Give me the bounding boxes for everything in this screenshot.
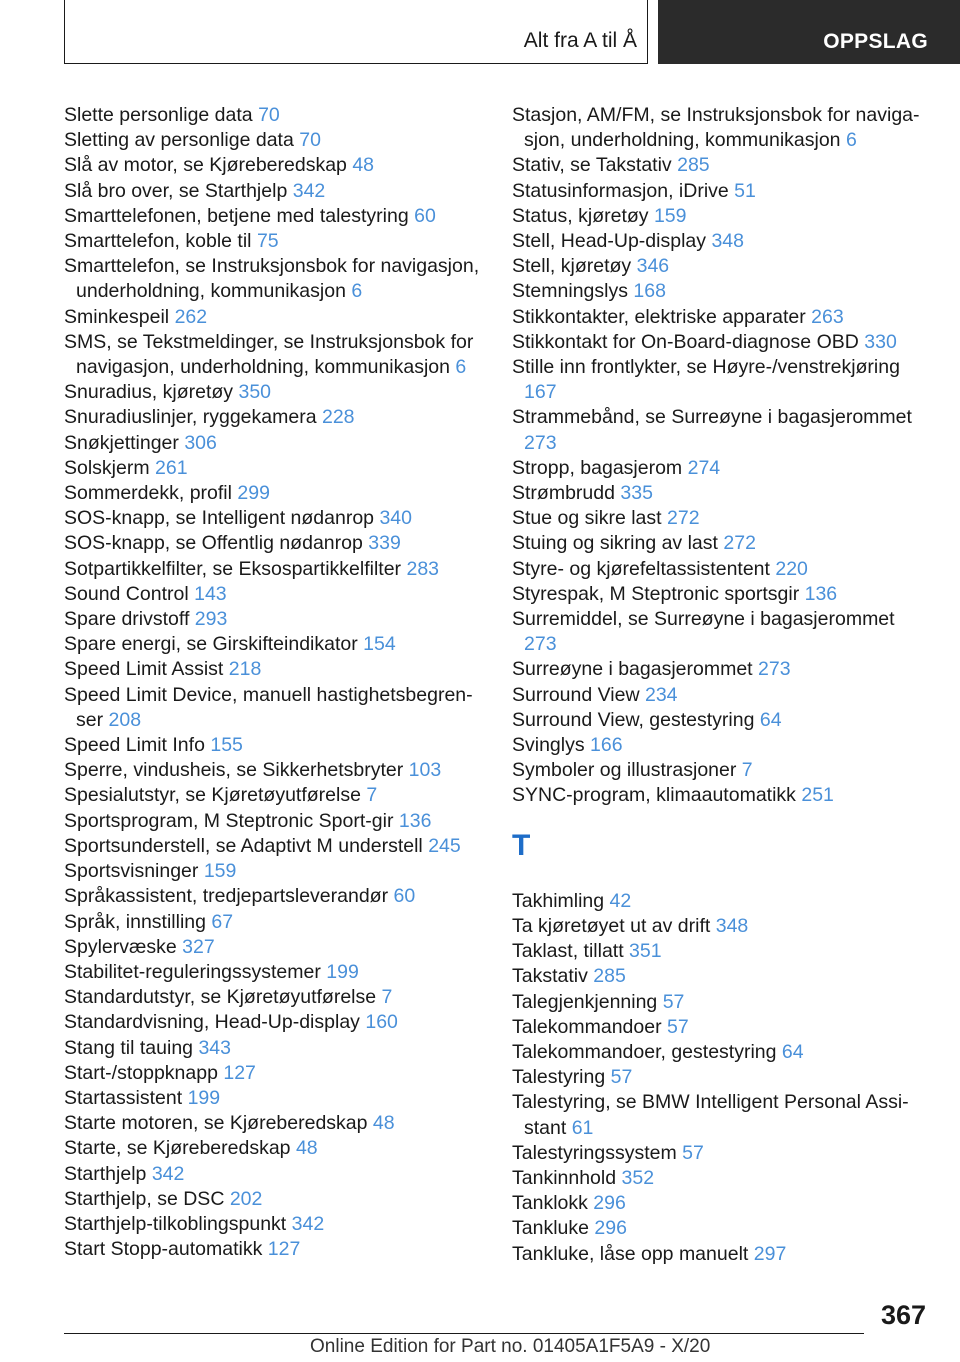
- index-term: Språkassistent, tredjepartsleverandør: [64, 885, 389, 908]
- index-entry: [64, 1010, 484, 1035]
- index-entry: [512, 531, 932, 556]
- page-reference-link[interactable]: 57: [610, 1066, 633, 1089]
- index-term: Status, kjøretøy: [512, 204, 649, 227]
- index-term: Sotpartikkelfilter, se Eksospartikkelfilter: [64, 557, 402, 580]
- chapter-title: OPPSLAG: [823, 30, 928, 53]
- page-reference-link[interactable]: 272: [667, 507, 700, 530]
- page-reference-link[interactable]: 342: [151, 1162, 185, 1185]
- index-entry: [512, 1242, 932, 1267]
- index-term: Sportsunderstell, se Adaptivt M understell: [64, 834, 423, 857]
- index-entry: [512, 456, 932, 481]
- index-term: Talestyring, se BMW Intelligent Personal Assistant: [512, 1091, 909, 1139]
- index-entry: [64, 1111, 484, 1136]
- page-reference-link[interactable]: 202: [229, 1187, 263, 1210]
- index-term: Start-/stoppknapp: [64, 1061, 218, 1084]
- page-reference-link[interactable]: 293: [194, 608, 228, 631]
- index-entry: [64, 1237, 484, 1262]
- index-entry: [512, 783, 932, 808]
- index-group-t: [512, 889, 932, 1267]
- index-entry: [64, 985, 484, 1010]
- page-reference-link[interactable]: 342: [292, 179, 326, 202]
- index-term: Stikkontakt for On-Board-diagnose OBD: [512, 330, 859, 353]
- index-term: Starthjelp-tilkoblingspunkt: [64, 1212, 287, 1235]
- page-reference-link[interactable]: 199: [187, 1086, 221, 1109]
- index-entry: [512, 229, 932, 254]
- index-letter-heading: T: [512, 828, 531, 862]
- index-entry: [512, 405, 932, 455]
- index-term: Speed Limit Device, manuell hastighetsbegrenser: [64, 683, 473, 731]
- page-reference-link[interactable]: 166: [590, 734, 623, 757]
- index-term: Talestyring: [512, 1066, 606, 1089]
- index-entry: [64, 733, 484, 758]
- page-reference-link[interactable]: 199: [326, 960, 359, 983]
- page-reference-link[interactable]: 351: [629, 940, 662, 963]
- footer-edition: Online Edition for Part no. 01405A1F5A9 - X/20: [310, 1336, 711, 1357]
- header-section-box: [64, 0, 648, 64]
- page-reference-link[interactable]: 218: [228, 658, 262, 681]
- section-title: Alt fra A til Å: [523, 29, 637, 52]
- page-reference-link[interactable]: 272: [723, 532, 756, 555]
- index-term: Surround View, gestestyring: [512, 708, 755, 731]
- page-reference-link[interactable]: 70: [258, 104, 280, 126]
- page-reference-link[interactable]: 352: [621, 1166, 655, 1189]
- page-reference-link[interactable]: 7: [366, 784, 378, 807]
- page-reference-link[interactable]: 262: [174, 305, 208, 328]
- index-term: Stemningslys: [512, 280, 628, 303]
- page-reference-link[interactable]: 154: [363, 633, 396, 656]
- page-reference-link[interactable]: 285: [677, 154, 710, 177]
- index-term: Starte, se Kjøreberedskap: [64, 1137, 291, 1160]
- page-reference-link[interactable]: 327: [182, 935, 215, 958]
- page-reference-link[interactable]: 339: [368, 532, 401, 555]
- page-reference-link[interactable]: 263: [811, 305, 844, 328]
- page-reference-link[interactable]: 136: [398, 809, 432, 832]
- index-term: Spare drivstoff: [64, 608, 190, 631]
- index-entry: [512, 279, 932, 304]
- page-reference-link[interactable]: 297: [753, 1242, 787, 1265]
- page-reference-link[interactable]: 342: [291, 1212, 325, 1235]
- index-entry: [64, 380, 484, 405]
- index-term: Tankinnhold: [512, 1166, 617, 1189]
- page-reference-link[interactable]: 6: [455, 356, 467, 379]
- index-entry: [512, 733, 932, 758]
- index-entry: [64, 531, 484, 556]
- index-entry: [64, 834, 484, 859]
- index-term: Stuing og sikring av last: [512, 532, 718, 555]
- index-term: Statusinformasjon, iDrive: [512, 179, 729, 202]
- page-reference-link[interactable]: 274: [687, 456, 721, 479]
- index-entry: [64, 103, 484, 128]
- page-reference-link[interactable]: 343: [198, 1036, 231, 1059]
- index-term: Smarttelefon, se Instruksjonsbok for navigasjon, underholdning, kommunikasjon: [64, 255, 480, 303]
- page-reference-link[interactable]: 299: [237, 482, 270, 505]
- index-term: Spare energi, se Girskifteindikator: [64, 633, 358, 656]
- page-reference-link[interactable]: 160: [365, 1011, 398, 1034]
- index-entry: [512, 506, 932, 531]
- page-reference-link[interactable]: 51: [734, 179, 756, 202]
- page-reference-link[interactable]: 340: [379, 507, 412, 530]
- index-entry: [512, 758, 932, 783]
- page-reference-link[interactable]: 335: [620, 482, 653, 505]
- index-term: Stell, kjøretøy: [512, 255, 632, 278]
- page-reference-link[interactable]: 60: [414, 204, 436, 227]
- index-term: Smarttelefon, koble til: [64, 230, 252, 253]
- index-entry: [64, 204, 484, 229]
- page-reference-link[interactable]: 350: [238, 381, 272, 404]
- header-chapter-tab: [658, 0, 960, 64]
- page-number: 367: [880, 1300, 926, 1330]
- index-entry: [512, 204, 932, 229]
- index-entry: [64, 657, 484, 682]
- index-term: Standardutstyr, se Kjøretøyutførelse: [64, 986, 377, 1009]
- page-reference-link[interactable]: 234: [644, 683, 678, 706]
- index-term: Smarttelefonen, betjene med talestyring: [64, 204, 409, 227]
- page-reference-link[interactable]: 60: [393, 885, 416, 908]
- index-entry: [512, 657, 932, 682]
- page-reference-link[interactable]: 48: [295, 1137, 318, 1160]
- index-term: SMS, se Tekstmeldinger, se Instruksjonsbok for navigasjon, underholdning, kommunikasjon: [64, 330, 474, 379]
- page-reference-link[interactable]: 296: [594, 1217, 627, 1240]
- index-entry: [64, 859, 484, 884]
- index-term: Snøkjettinger: [64, 431, 179, 454]
- page-reference-link[interactable]: 48: [372, 1112, 395, 1135]
- index-entry: [64, 557, 484, 582]
- page-reference-link[interactable]: 348: [711, 230, 744, 253]
- page-reference-link[interactable]: 61: [571, 1116, 594, 1139]
- index-term: Stille inn frontlykter, se Høyre-/venstrekjøring: [512, 356, 900, 379]
- page-reference-link[interactable]: 208: [108, 708, 142, 731]
- index-entry: [512, 889, 932, 914]
- index-term: Stabilitet-reguleringssystemer: [64, 960, 321, 983]
- page-reference-link[interactable]: 57: [682, 1141, 704, 1164]
- index-entry: [512, 1191, 932, 1216]
- index-term: Spesialutstyr, se Kjøretøyutførelse: [64, 784, 361, 807]
- page-reference-link[interactable]: 57: [667, 1015, 689, 1038]
- index-term: Talekommandoer, gestestyring: [512, 1040, 777, 1063]
- index-term: Strammebånd, se Surreøyne i bagasjerommet: [512, 406, 912, 429]
- index-entry: [64, 456, 484, 481]
- page-reference-link[interactable]: 245: [428, 834, 461, 857]
- index-entry: [512, 481, 932, 506]
- index-entry: [64, 229, 484, 254]
- index-entry: [512, 914, 932, 939]
- index-entry: [512, 1065, 932, 1090]
- index-term: Starte motoren, se Kjøreberedskap: [64, 1112, 368, 1135]
- index-term: Slå av motor, se Kjøreberedskap: [64, 154, 347, 177]
- index-group-s: [512, 103, 932, 809]
- index-entry: [512, 990, 932, 1015]
- index-term: Styrespak, M Steptronic sportsgir: [512, 582, 800, 605]
- page-reference-link[interactable]: 7: [741, 759, 753, 782]
- footer-divider: [64, 1333, 864, 1334]
- index-entry: [512, 1090, 932, 1140]
- index-entry: [64, 632, 484, 657]
- page-reference-link[interactable]: 57: [662, 990, 685, 1013]
- index-entry: [512, 582, 932, 607]
- index-entry: [512, 1040, 932, 1065]
- index-entry: [64, 809, 484, 834]
- index-entry: [64, 884, 484, 909]
- index-term: Stue og sikre last: [512, 507, 662, 530]
- index-term: SOS-knapp, se Intelligent nødanrop: [64, 507, 375, 530]
- index-entry: [512, 683, 932, 708]
- index-term: Talestyringssystem: [512, 1141, 677, 1164]
- index-entry: [64, 179, 484, 204]
- index-term: Speed Limit Assist: [64, 658, 224, 681]
- index-entry: [512, 305, 932, 330]
- index-term: Sound Control: [64, 582, 189, 605]
- page-reference-link[interactable]: 306: [184, 431, 217, 454]
- index-term: Stikkontakter, elektriske apparater: [512, 305, 806, 328]
- index-entry: [64, 910, 484, 935]
- page-reference-link[interactable]: 159: [203, 860, 237, 883]
- page-reference-link[interactable]: 64: [759, 708, 782, 731]
- index-term: Takhimling: [512, 889, 605, 912]
- index-term: Stropp, bagasjerom: [512, 456, 683, 479]
- index-term: SYNC-program, klimaautomatikk: [512, 784, 796, 807]
- page-reference-link[interactable]: 273: [758, 658, 791, 681]
- index-term: Stell, Head-Up-display: [512, 230, 707, 253]
- page-reference-link[interactable]: 283: [406, 557, 440, 580]
- index-term: Sportsvisninger: [64, 860, 199, 883]
- index-term: Starthjelp: [64, 1162, 147, 1185]
- page-reference-link[interactable]: 67: [211, 910, 234, 933]
- index-term: Standardvisning, Head-Up-display: [64, 1011, 360, 1034]
- page-reference-link[interactable]: 159: [653, 204, 687, 227]
- page-reference-link[interactable]: 228: [321, 406, 355, 429]
- index-entry: [64, 1187, 484, 1212]
- index-term: Stativ, se Takstativ: [512, 154, 672, 177]
- page-reference-link[interactable]: 348: [715, 914, 749, 937]
- index-term: Tankluke: [512, 1217, 589, 1240]
- index-term: SOS-knapp, se Offentlig nødanrop: [64, 532, 363, 555]
- page-reference-link[interactable]: 296: [593, 1192, 626, 1215]
- page-reference-link[interactable]: 127: [267, 1238, 301, 1261]
- index-entry: [64, 405, 484, 430]
- index-term: Surround View: [512, 683, 640, 706]
- page-reference-link[interactable]: 6: [845, 129, 857, 152]
- page-reference-link[interactable]: 251: [801, 784, 834, 807]
- index-term: Symboler og illustrasjoner: [512, 759, 737, 782]
- index-entry: [64, 305, 484, 330]
- index-entry: [64, 506, 484, 531]
- index-entry: [64, 1061, 484, 1086]
- page-reference-link[interactable]: 103: [408, 759, 442, 782]
- index-term: Sportsprogram, M Steptronic Sport-gir: [64, 809, 394, 832]
- page-reference-link[interactable]: 261: [155, 456, 188, 479]
- index-entry: [64, 607, 484, 632]
- index-entry: [64, 431, 484, 456]
- index-term: Ta kjøretøyet ut av drift: [512, 914, 711, 937]
- page-reference-link[interactable]: 155: [210, 734, 243, 757]
- index-term: Spylervæske: [64, 935, 177, 958]
- index-term: Sminkespeil: [64, 305, 170, 328]
- index-term: Slette personlige data: [64, 104, 253, 126]
- index-entry: [512, 1216, 932, 1241]
- index-term: Slå bro over, se Starthjelp: [64, 179, 288, 202]
- index-entry: [512, 939, 932, 964]
- index-entry: [512, 1015, 932, 1040]
- index-entry: [64, 683, 484, 733]
- index-entry: [64, 935, 484, 960]
- index-term: Snuradiuslinjer, ryggekamera: [64, 406, 317, 429]
- index-term: Starthjelp, se DSC: [64, 1187, 225, 1210]
- page-reference-link[interactable]: 346: [636, 255, 670, 278]
- page-reference-link[interactable]: 42: [609, 889, 632, 912]
- page-reference-link[interactable]: 70: [299, 129, 321, 152]
- index-term: Talegjenkjenning: [512, 990, 658, 1013]
- index-entry: [512, 708, 932, 733]
- index-term: Tanklokk: [512, 1192, 588, 1215]
- index-entry: [64, 330, 484, 380]
- index-entry: [64, 783, 484, 808]
- page-reference-link[interactable]: 285: [593, 965, 626, 988]
- index-term: Taklast, tillatt: [512, 940, 624, 963]
- index-entry: [64, 153, 484, 178]
- index-entry: [64, 960, 484, 985]
- index-entry: [512, 254, 932, 279]
- page-reference-link[interactable]: 75: [256, 230, 279, 253]
- index-term: Strømbrudd: [512, 482, 615, 505]
- index-term: Start Stopp-automatikk: [64, 1238, 263, 1261]
- index-term: Surremiddel, se Surreøyne i bagasjerommet: [512, 608, 895, 631]
- index-entry: [64, 1086, 484, 1111]
- index-term: Stasjon, AM/FM, se Instruksjonsbok for navigasjon, underholdning, kommunikasjon: [512, 104, 920, 152]
- index-entry: [64, 254, 484, 304]
- index-term: Språk, innstilling: [64, 910, 206, 933]
- page-reference-link[interactable]: 273: [524, 633, 557, 656]
- index-entry: [64, 758, 484, 783]
- index-term: Surreøyne i bagasjerommet: [512, 658, 753, 681]
- index-entry: [64, 1036, 484, 1061]
- page-reference-link[interactable]: 127: [223, 1061, 256, 1084]
- index-column-right: [512, 103, 932, 1267]
- index-term: Speed Limit Info: [64, 734, 205, 757]
- index-term: Svinglys: [512, 734, 585, 757]
- index-term: Styre- og kjørefeltassistentent: [512, 557, 770, 580]
- index-entry: [64, 582, 484, 607]
- index-term: Sperre, vindusheis, se Sikkerhetsbryter: [64, 759, 404, 782]
- index-term: Stang til tauing: [64, 1036, 194, 1059]
- page-reference-link[interactable]: 143: [194, 582, 227, 605]
- page-reference-link[interactable]: 220: [775, 557, 808, 580]
- page-reference-link[interactable]: 64: [781, 1040, 804, 1063]
- page-reference-link[interactable]: 167: [524, 381, 557, 404]
- page-reference-link[interactable]: 6: [351, 280, 363, 303]
- index-entry: [512, 355, 932, 405]
- index-term: Sommerdekk, profil: [64, 482, 232, 505]
- page-reference-link[interactable]: 330: [864, 330, 897, 353]
- index-entry: [64, 1136, 484, 1161]
- page-reference-link[interactable]: 48: [352, 154, 375, 177]
- index-term: Talekommandoer: [512, 1015, 662, 1038]
- index-entry: [512, 1141, 932, 1166]
- index-entry: [512, 330, 932, 355]
- page-reference-link[interactable]: 136: [804, 582, 838, 605]
- page-reference-link[interactable]: 7: [381, 986, 393, 1009]
- index-entry: [512, 153, 932, 178]
- page-reference-link[interactable]: 273: [524, 431, 557, 454]
- index-entry: [512, 964, 932, 989]
- index-entry: [512, 103, 932, 153]
- index-entry: [512, 179, 932, 204]
- index-entry: [64, 1212, 484, 1237]
- index-entry: [512, 1166, 932, 1191]
- index-term: Sletting av personlige data: [64, 129, 294, 152]
- index-term: Snuradius, kjøretøy: [64, 381, 234, 404]
- index-entry: [64, 1162, 484, 1187]
- index-term: Takstativ: [512, 965, 588, 988]
- index-column-left: [64, 103, 484, 1262]
- index-term: Solskjerm: [64, 456, 150, 479]
- page-reference-link[interactable]: 168: [633, 280, 666, 303]
- index-entry: [64, 128, 484, 153]
- index-entry: [512, 557, 932, 582]
- index-entry: [64, 481, 484, 506]
- index-term: Startassistent: [64, 1086, 183, 1109]
- index-term: Tankluke, låse opp manuelt: [512, 1242, 749, 1265]
- index-entry: [512, 607, 932, 657]
